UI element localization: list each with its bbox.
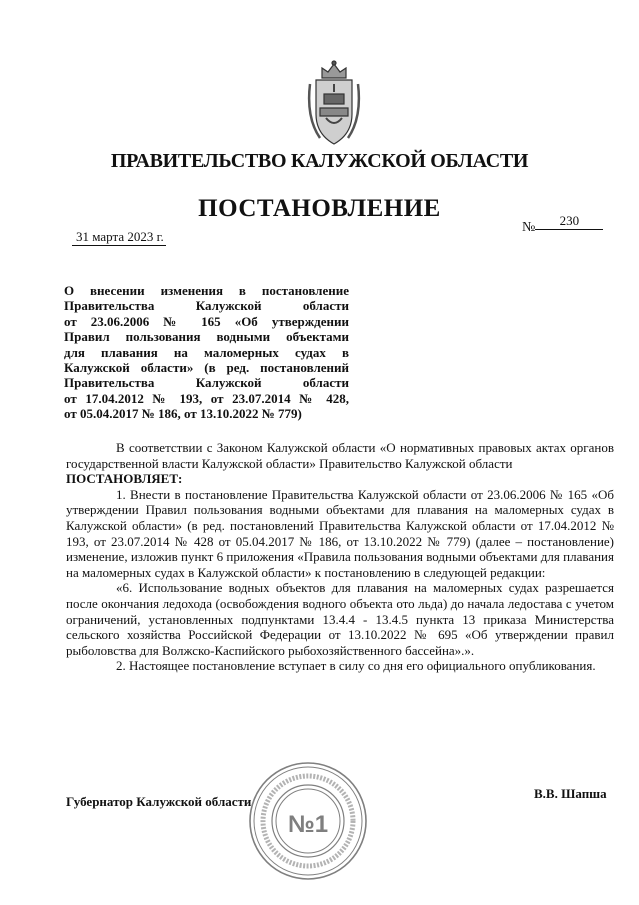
number-sign: № — [522, 220, 536, 235]
stamp-number: №1 — [287, 811, 329, 838]
document-number: 230 — [535, 213, 603, 230]
quoted-amendment-paragraph: «6. Использование водных объектов для плавания на маломерных судах разрешается после окончания ледохода (освобождения водного объекта ото льда) до начала ледостава с учетом ограничений, установленных подпунктами 13.4.4 - 13.4.5 пункта 13 приказа Министерства сельского хозяйства Российской Федерации от 13.10.2022 № 695 «Об утверждении правил рыболовства для Волжско-Каспийского рыбохозяйственного бассейна».». — [66, 580, 614, 658]
official-stamp-icon — [247, 760, 369, 882]
signatory-position: Губернатор Калужской области — [66, 794, 252, 809]
subject-line: Калужской области» (в ред. постановлений — [64, 360, 349, 376]
subject-line: для плавания на маломерных судах в — [64, 344, 349, 360]
subject-line: Правительства Калужской области — [64, 375, 349, 391]
document-type: ПОСТАНОВЛЕНИЕ — [198, 195, 441, 222]
coat-of-arms-icon — [300, 58, 368, 150]
document-date: 31 марта 2023 г. — [72, 229, 166, 246]
document-body — [66, 440, 614, 674]
preamble-paragraph: В соответствии с Законом Калужской области «О нормативных правовых актах органов государственной власти Калужской области» Правительство Калужской области — [66, 440, 614, 471]
subject-line: от 17.04.2012 № 193, от 23.07.2014 № 428, — [64, 390, 349, 406]
item-2-paragraph: 2. Настоящее постановление вступает в силу со дня его официального опубликования. — [116, 658, 596, 674]
subject-line: Правительства Калужской области — [64, 298, 349, 314]
signatory-name: В.В. Шапша — [534, 786, 607, 801]
document-number-block — [522, 213, 603, 236]
subject-line: от 05.04.2017 № 186, от 13.10.2022 № 779) — [64, 406, 302, 422]
subject-line: от 23.06.2006 № 165 «Об утверждении — [64, 313, 349, 329]
subject-line: Правил пользования водными объектами — [64, 329, 349, 345]
subject-line: О внесении изменения в постановление — [64, 283, 349, 298]
organization-title: ПРАВИТЕЛЬСТВО КАЛУЖСКОЙ ОБЛАСТИ — [110, 150, 529, 172]
document-subject — [64, 283, 349, 422]
decree-word: ПОСТАНОВЛЯЕТ: — [66, 471, 183, 487]
item-1-paragraph: 1. Внести в постановление Правительства Калужской области от 23.06.2006 № 165 «Об утверждении Правил пользования водными объектами для плавания на маломерных судах в Калужской области» (в ред. постановлений Правительства Калужской области от 17.04.2012 № 193, от 23.07.2014 № 428 от 05.04.2017 № 186, от 13.10.2022 № 779) (далее – постановление) изменение, изложив пункт 6 приложения «Правила пользования водными объектами для плавания на маломерных судах в Калужской области» к постановлению в следующей редакции: — [66, 486, 614, 580]
